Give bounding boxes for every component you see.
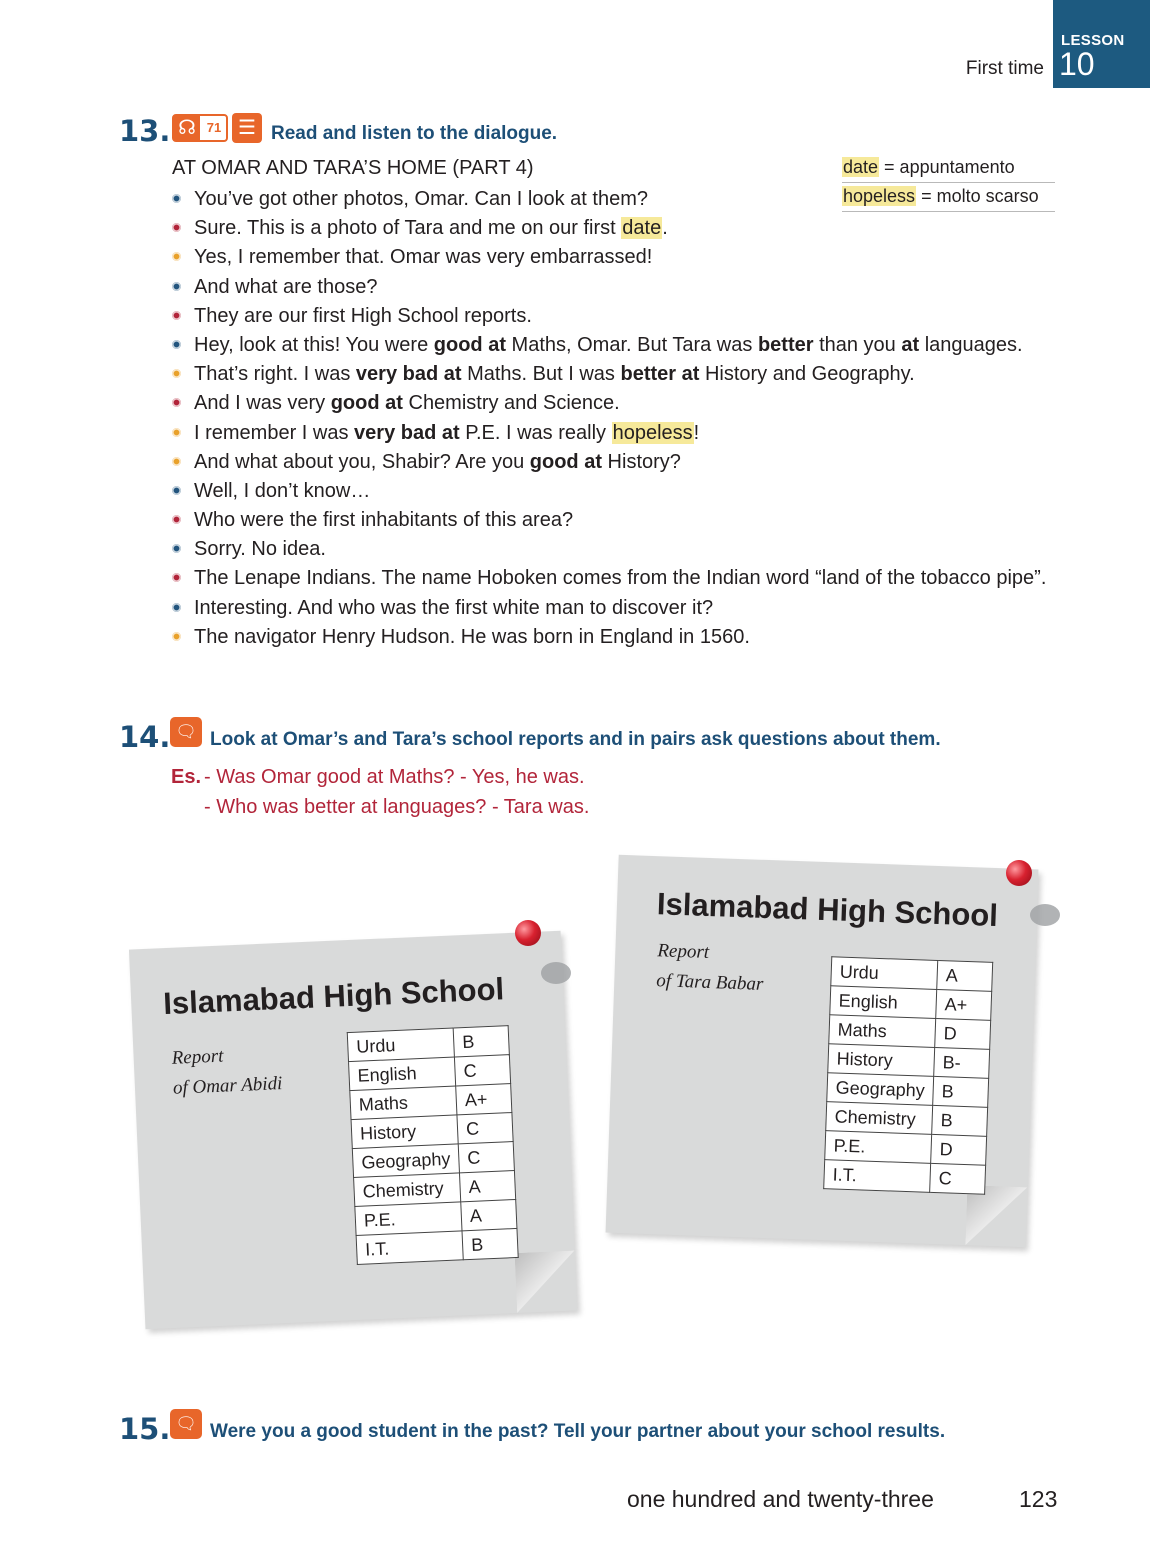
subject-cell: Geography <box>352 1144 459 1178</box>
dialogue-title: AT OMAR AND TARA’S HOME (PART 4) <box>172 157 534 179</box>
dialogue-line <box>171 332 1071 361</box>
example-line: - Was Omar good at Maths? - Yes, he was. <box>204 766 585 788</box>
key-phrase: very bad at <box>355 363 462 386</box>
subject-cell: History <box>828 1044 935 1077</box>
lesson-title: First time <box>965 58 1044 79</box>
dialogue-text: And what about you, Shabir? Are you <box>194 450 530 473</box>
speaker-dot-icon <box>172 194 181 203</box>
dialogue-line <box>171 478 1071 507</box>
grade-cell: D <box>935 1018 991 1049</box>
student-name: of Tara Babar <box>655 970 764 995</box>
speaker-dot-icon <box>172 544 181 553</box>
key-phrase: at <box>901 333 920 356</box>
speaker-dot-icon <box>172 428 181 437</box>
grade-cell: B <box>933 1076 989 1107</box>
grade-cell: C <box>454 1055 510 1086</box>
key-phrase: better <box>757 333 814 356</box>
subject-cell: Maths <box>350 1086 457 1120</box>
dialogue-text: Who were the first inhabitants of this area? <box>194 509 574 532</box>
dialogue-line <box>171 186 1071 215</box>
subject-cell: Chemistry <box>354 1173 461 1207</box>
speaker-dot-icon <box>172 573 181 582</box>
dialogue-text: Hey, look at this! You were <box>194 333 434 356</box>
lesson-label: LESSON <box>1061 32 1125 49</box>
dialogue-text: Well, I don’t know… <box>194 479 371 502</box>
grade-cell: D <box>931 1134 987 1165</box>
grade-cell: B <box>932 1105 988 1136</box>
grade-cell: B <box>462 1228 518 1259</box>
report-card-tara <box>606 855 1039 1247</box>
speaker-dot-icon <box>172 486 181 495</box>
example-line: - Who was better at languages? - Tara was. <box>204 796 590 818</box>
dialogue-line <box>171 595 1071 624</box>
report-card-omar <box>129 931 577 1329</box>
subject-cell: P.E. <box>825 1131 932 1164</box>
track-number: 71 <box>206 120 222 135</box>
key-phrase: good at <box>433 333 506 356</box>
subject-cell: Urdu <box>347 1028 454 1062</box>
student-name: of Omar Abidi <box>172 1073 283 1099</box>
exercise-14-number: 14. <box>119 720 171 754</box>
dialogue-text: And I was very <box>194 392 331 415</box>
dialogue-line <box>171 507 1071 536</box>
dialogue-line <box>171 215 1071 244</box>
dialogue-text: You’ve got other photos, Omar. Can I look at them? <box>194 188 648 210</box>
grade-cell: B- <box>934 1047 990 1078</box>
page-number: 123 <box>1019 1486 1058 1512</box>
report-student <box>656 936 765 1000</box>
grade-cell: C <box>457 1113 513 1144</box>
subject-cell: I.T. <box>356 1231 463 1265</box>
dialogue-text: They are our first High School reports. <box>194 304 532 327</box>
dialogue-line <box>171 361 1071 390</box>
headphones-icon: ☊ <box>174 116 200 140</box>
dialogue-text: Maths. But I was <box>461 363 621 386</box>
speaker-dot-icon <box>172 603 181 612</box>
exercise-15-instruction: Were you a good student in the past? Tell your partner about your school results. <box>210 1421 946 1442</box>
dialogue-line <box>171 274 1071 303</box>
speaker-dot-icon <box>172 252 181 261</box>
grade-cell: C <box>930 1163 986 1194</box>
grade-cell: A <box>937 960 993 991</box>
report-label: Report <box>657 940 710 963</box>
dialogue-text: than you <box>813 333 902 356</box>
speaker-dot-icon <box>172 369 181 378</box>
glossed-word: date <box>622 217 662 240</box>
grades-table <box>347 1025 519 1265</box>
dialogue-text: . <box>662 217 668 240</box>
school-name: Islamabad High School <box>162 971 505 1022</box>
dialogue-text: Yes, I remember that. Omar was very embarrassed! <box>194 246 653 269</box>
speaker-dot-icon <box>172 632 181 641</box>
dialogue-text: languages. <box>919 333 1023 356</box>
grade-row <box>824 1160 986 1195</box>
speaker-dot-icon <box>172 340 181 349</box>
exercise-14-instruction: Look at Omar’s and Tara’s school reports and in pairs ask questions about them. <box>210 729 941 750</box>
es-label: Es. <box>171 766 202 788</box>
key-phrase: good at <box>330 392 403 415</box>
exercise-13-number: 13. <box>119 114 171 148</box>
grade-cell: A+ <box>936 989 992 1020</box>
dialogue-line <box>171 420 1071 449</box>
speaker-dot-icon <box>172 398 181 407</box>
report-label: Report <box>171 1045 224 1069</box>
dialogue-line <box>171 565 1071 594</box>
grade-cell: A+ <box>456 1084 512 1115</box>
subject-cell: History <box>351 1115 458 1149</box>
speaker-dot-icon <box>172 311 181 320</box>
dialogue-line <box>171 449 1071 478</box>
grades-table <box>823 956 993 1195</box>
glossary-meaning: = molto scarso <box>916 186 1039 206</box>
dialogue-text: ! <box>693 421 700 444</box>
glossary-word: date <box>843 157 879 177</box>
school-name: Islamabad High School <box>656 886 999 934</box>
key-phrase: very bad at <box>354 421 460 444</box>
grade-cell: A <box>461 1199 517 1230</box>
grade-cell: A <box>460 1170 516 1201</box>
speech-bubbles-icon: 🗨 <box>170 717 202 747</box>
dialogue-text: History? <box>602 450 681 473</box>
speaker-dot-icon <box>172 457 181 466</box>
grade-cell: C <box>458 1142 514 1173</box>
lesson-number: 10 <box>1059 46 1095 82</box>
subject-cell: English <box>830 986 937 1019</box>
dialogue-list <box>171 186 1071 653</box>
examples-block <box>171 762 589 822</box>
dialogue-text: And what are those? <box>194 275 378 298</box>
dialogue-line <box>171 624 1071 653</box>
dialogue-text: The Lenape Indians. The name Hoboken comes from the Indian word “land of the tobacco pipe”. <box>194 567 1047 590</box>
dialogue-line <box>171 536 1071 565</box>
key-phrase: good at <box>529 450 602 473</box>
dialogue-text: Maths, Omar. But Tara was <box>505 333 758 356</box>
dialogue-line <box>171 390 1071 419</box>
subject-cell: Maths <box>829 1015 936 1048</box>
dialogue-line <box>171 244 1071 273</box>
dialogue-text: The navigator Henry Hudson. He was born in England in 1560. <box>194 625 750 648</box>
speaker-dot-icon <box>172 515 181 524</box>
page-number-words: one hundred and twenty-three <box>627 1486 934 1512</box>
glossary-item <box>842 155 1055 183</box>
exercise-13-instruction: Read and listen to the dialogue. <box>271 123 558 144</box>
speaker-dot-icon <box>172 282 181 291</box>
grade-cell: B <box>453 1026 509 1057</box>
dialogue-text: Chemistry and Science. <box>402 392 620 415</box>
subject-cell: I.T. <box>824 1160 931 1193</box>
speaker-dot-icon <box>172 223 181 232</box>
subject-cell: Chemistry <box>826 1102 933 1135</box>
dialogue-text: Sure. This is a photo of Tara and me on our first <box>194 217 622 240</box>
dialogue-text: I remember I was <box>194 421 355 444</box>
glossary-word: hopeless <box>843 186 916 206</box>
dialogue-text: Interesting. And who was the first white man to discover it? <box>194 596 714 619</box>
subject-cell: Geography <box>827 1073 934 1106</box>
key-phrase: better at <box>620 363 700 386</box>
report-student <box>171 1039 283 1104</box>
document-icon[interactable]: ☰ <box>232 113 262 143</box>
dialogue-text: Sorry. No idea. <box>194 538 326 561</box>
dialogue-text: That’s right. I was <box>194 363 356 386</box>
exercise-15-number: 15. <box>119 1412 171 1446</box>
speech-bubbles-icon: 🗨 <box>170 1409 202 1439</box>
glossed-word: hopeless <box>612 421 693 444</box>
dialogue-line <box>171 303 1071 332</box>
glossary-meaning: = appuntamento <box>879 157 1015 177</box>
lesson-tab <box>1053 0 1150 88</box>
subject-cell: English <box>349 1057 456 1091</box>
subject-cell: P.E. <box>355 1202 462 1236</box>
dialogue-text: History and Geography. <box>699 363 915 386</box>
dialogue-text: P.E. I was really <box>459 421 612 444</box>
subject-cell: Urdu <box>831 957 938 990</box>
audio-track-button[interactable] <box>172 114 228 142</box>
